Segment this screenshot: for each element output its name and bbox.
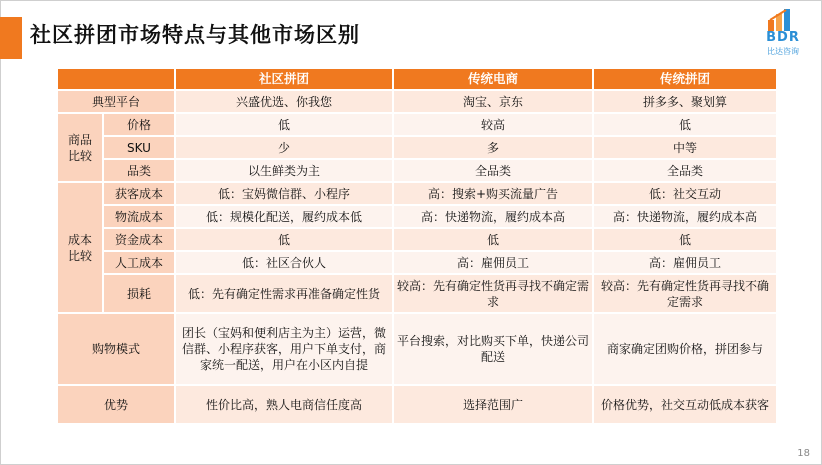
- header-corner: [58, 69, 174, 89]
- table-header-row: [58, 69, 776, 89]
- comparison-table: [56, 67, 778, 425]
- table-cell: 商家确定团购价格，拼团参与: [594, 314, 776, 384]
- row-label: SKU: [104, 137, 174, 158]
- table-cell: 较高：先有确定性货再寻找不确定需求: [594, 275, 776, 312]
- table-row-platform: [58, 91, 776, 112]
- table-cell: 低: [176, 229, 392, 250]
- table-cell: 低: [594, 229, 776, 250]
- group-label-goods: 商品比较: [58, 114, 102, 181]
- table-row-capital: [58, 229, 776, 250]
- table-cell: 拼多多、聚划算: [594, 91, 776, 112]
- table-row-mode: [58, 314, 776, 384]
- table-cell: 淘宝、京东: [394, 91, 592, 112]
- table-cell: 较高：先有确定性货再寻找不确定需求: [394, 275, 592, 312]
- table-cell: 高：搜索+购买流量广告: [394, 183, 592, 204]
- row-label: 损耗: [104, 275, 174, 312]
- row-label: 典型平台: [58, 91, 174, 112]
- table-cell: 性价比高，熟人电商信任度高: [176, 386, 392, 423]
- table-row-acquire: [58, 183, 776, 204]
- table-cell: 低：社区合伙人: [176, 252, 392, 273]
- table-row-price: [58, 114, 776, 135]
- page-number: 18: [797, 448, 810, 459]
- table-cell: 较高: [394, 114, 592, 135]
- header-traditional-ecommerce: 传统电商: [394, 69, 592, 89]
- table-cell: 团长（宝妈和便利店主为主）运营，微信群、小程序获客，用户下单支付，商家统一配送，用户在小区内自提: [176, 314, 392, 384]
- logo-bars-icon: [766, 8, 800, 32]
- table-cell: 价格优势，社交互动低成本获客: [594, 386, 776, 423]
- table-cell: 低：规模化配送，履约成本低: [176, 206, 392, 227]
- table-cell: 低：宝妈微信群、小程序: [176, 183, 392, 204]
- table-cell: 低：社交互动: [594, 183, 776, 204]
- table-cell: 中等: [594, 137, 776, 158]
- row-label: 购物模式: [58, 314, 174, 384]
- table-cell: 高：快递物流，履约成本高: [394, 206, 592, 227]
- row-label: 获客成本: [104, 183, 174, 204]
- table-cell: 全品类: [394, 160, 592, 181]
- row-label: 优势: [58, 386, 174, 423]
- table-cell: 高：快递物流，履约成本高: [594, 206, 776, 227]
- table-cell: 全品类: [594, 160, 776, 181]
- table-cell: 多: [394, 137, 592, 158]
- table-cell: 低：先有确定性需求再准备确定性货: [176, 275, 392, 312]
- logo-subtext: 比达咨询: [767, 47, 799, 56]
- row-label: 物流成本: [104, 206, 174, 227]
- table-cell: 选择范围广: [394, 386, 592, 423]
- logo-text: BDR: [766, 30, 800, 45]
- table-cell: 高：雇佣员工: [594, 252, 776, 273]
- bdr-logo: [756, 8, 810, 60]
- table-row-loss: [58, 275, 776, 312]
- table-row-advantage: [58, 386, 776, 423]
- table-cell: 平台搜索，对比购买下单，快递公司配送: [394, 314, 592, 384]
- table-row-logistics: [58, 206, 776, 227]
- row-label: 价格: [104, 114, 174, 135]
- table-cell: 高：雇佣员工: [394, 252, 592, 273]
- table-cell: 少: [176, 137, 392, 158]
- title-accent-bar: [0, 17, 22, 59]
- table-cell: 以生鲜类为主: [176, 160, 392, 181]
- group-label-cost: 成本比较: [58, 183, 102, 312]
- row-label: 品类: [104, 160, 174, 181]
- row-label: 人工成本: [104, 252, 174, 273]
- table-row-sku: [58, 137, 776, 158]
- table-cell: 低: [594, 114, 776, 135]
- table-cell: 低: [176, 114, 392, 135]
- row-label: 资金成本: [104, 229, 174, 250]
- table-cell: 兴盛优选、你我您: [176, 91, 392, 112]
- header-traditional-group: 传统拼团: [594, 69, 776, 89]
- header-community-group: 社区拼团: [176, 69, 392, 89]
- table-row-labor: [58, 252, 776, 273]
- slide-title: 社区拼团市场特点与其他市场区别: [30, 23, 360, 47]
- table-row-category: [58, 160, 776, 181]
- table-cell: 低: [394, 229, 592, 250]
